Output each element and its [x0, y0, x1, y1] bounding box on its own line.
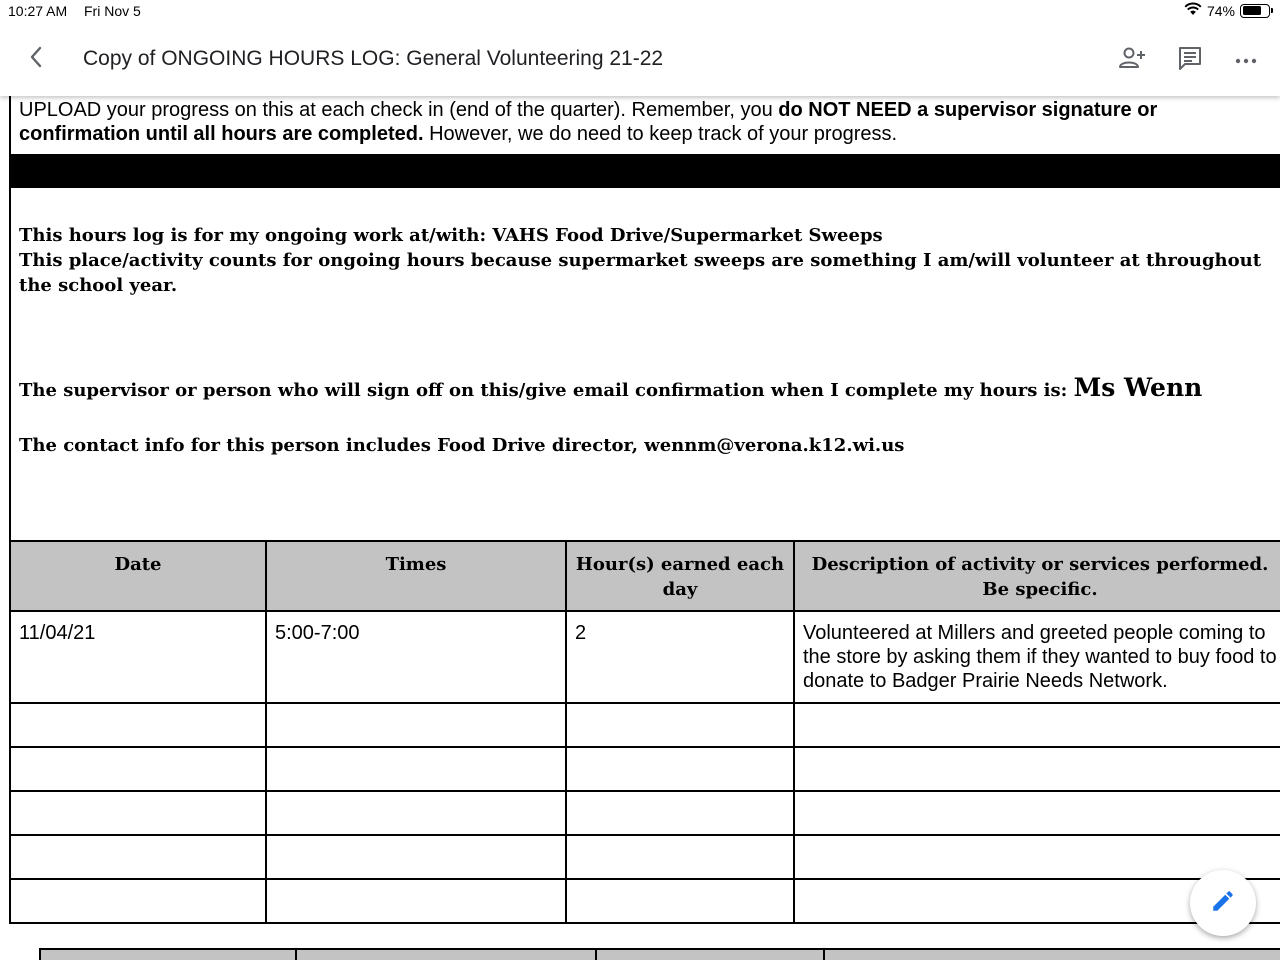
share-button[interactable] — [1116, 44, 1148, 76]
header-times: Times — [266, 541, 566, 611]
back-arrow-icon — [29, 46, 43, 73]
table-row — [10, 611, 1280, 703]
intro-paragraph — [19, 98, 1259, 146]
description-cell[interactable] — [794, 747, 1280, 791]
edit-fab-button[interactable] — [1190, 870, 1256, 936]
table-header-row — [10, 541, 1280, 611]
contact-line: The contact info for this person includes Food Drive director, wennm@verona.k12.wi.us — [19, 435, 905, 456]
header-date: Date — [10, 541, 266, 611]
status-bar — [0, 0, 1280, 24]
description-cell[interactable] — [794, 791, 1280, 835]
more-options-button[interactable] — [1230, 44, 1262, 76]
intro-text-1: UPLOAD your progress on this at each check in (end of the quarter). Remember, you — [19, 99, 779, 121]
comment-icon — [1177, 45, 1203, 76]
description-cell[interactable] — [794, 835, 1280, 879]
battery-icon — [1240, 4, 1270, 18]
header-hours: Hour(s) earned each day — [566, 541, 794, 611]
hours-cell[interactable] — [566, 835, 794, 879]
date-cell[interactable] — [10, 791, 266, 835]
date-cell[interactable] — [10, 703, 266, 747]
hours-cell[interactable] — [566, 703, 794, 747]
activity-line: This hours log is for my ongoing work at/with: VAHS Food Drive/Supermarket Sweeps — [19, 225, 883, 246]
back-button[interactable] — [22, 44, 50, 74]
more-options-icon — [1235, 51, 1257, 69]
supervisor-label: The supervisor or person who will sign off on this/give email confirmation when I complete my hours is: — [19, 380, 1074, 401]
supervisor-info — [19, 373, 1269, 406]
column-divider — [595, 950, 597, 960]
date-cell[interactable] — [10, 879, 266, 923]
status-indicators — [1184, 2, 1270, 19]
wifi-icon — [1184, 2, 1202, 19]
hours-cell[interactable] — [566, 791, 794, 835]
app-bar — [0, 24, 1280, 96]
activity-info — [19, 223, 1269, 298]
table-row — [10, 835, 1280, 879]
hours-cell[interactable] — [566, 747, 794, 791]
date-cell[interactable]: 11/04/21 — [10, 611, 266, 703]
document-title: Copy of ONGOING HOURS LOG: General Volunteering 21-22 — [83, 47, 664, 70]
times-cell[interactable]: 5:00-7:00 — [266, 611, 566, 703]
section-divider-bar — [9, 154, 1280, 188]
date-cell[interactable] — [10, 747, 266, 791]
table-row — [10, 747, 1280, 791]
header-description: Description of activity or services performed. Be specific. — [794, 541, 1280, 611]
column-divider — [823, 950, 825, 960]
next-table-header — [39, 948, 1280, 960]
description-cell[interactable] — [794, 703, 1280, 747]
column-divider — [295, 950, 297, 960]
description-cell[interactable]: Volunteered at Millers and greeted people coming to the store by asking them if they wanted to buy food to donate to Badger Prairie Needs Network. — [794, 611, 1280, 703]
document-page — [0, 96, 1280, 960]
times-cell[interactable] — [266, 791, 566, 835]
status-date: Fri Nov 5 — [84, 3, 141, 19]
times-cell[interactable] — [266, 835, 566, 879]
edit-pencil-icon — [1210, 888, 1236, 919]
intro-bold-text: do NOT NEED a supervisor signature or confirmation until all hours are completed. — [19, 99, 1158, 145]
date-cell[interactable] — [10, 835, 266, 879]
battery-percent: 74% — [1206, 2, 1235, 19]
comments-button[interactable] — [1174, 44, 1206, 76]
reason-line: This place/activity counts for ongoing hours because supermarket sweeps are something I am/will volunteer at throughout the school year. — [19, 250, 1262, 296]
table-row — [10, 879, 1280, 923]
hours-log-table — [9, 540, 1280, 924]
add-person-icon — [1118, 46, 1146, 75]
supervisor-name: Ms Wenn — [1073, 373, 1203, 402]
times-cell[interactable] — [266, 879, 566, 923]
times-cell[interactable] — [266, 703, 566, 747]
times-cell[interactable] — [266, 747, 566, 791]
hours-cell[interactable]: 2 — [566, 611, 794, 703]
intro-text-2: However, we do need to keep track of your progress. — [423, 123, 898, 145]
table-row — [10, 791, 1280, 835]
table-row — [10, 703, 1280, 747]
hours-cell[interactable] — [566, 879, 794, 923]
status-time: 10:27 AM — [8, 3, 68, 19]
